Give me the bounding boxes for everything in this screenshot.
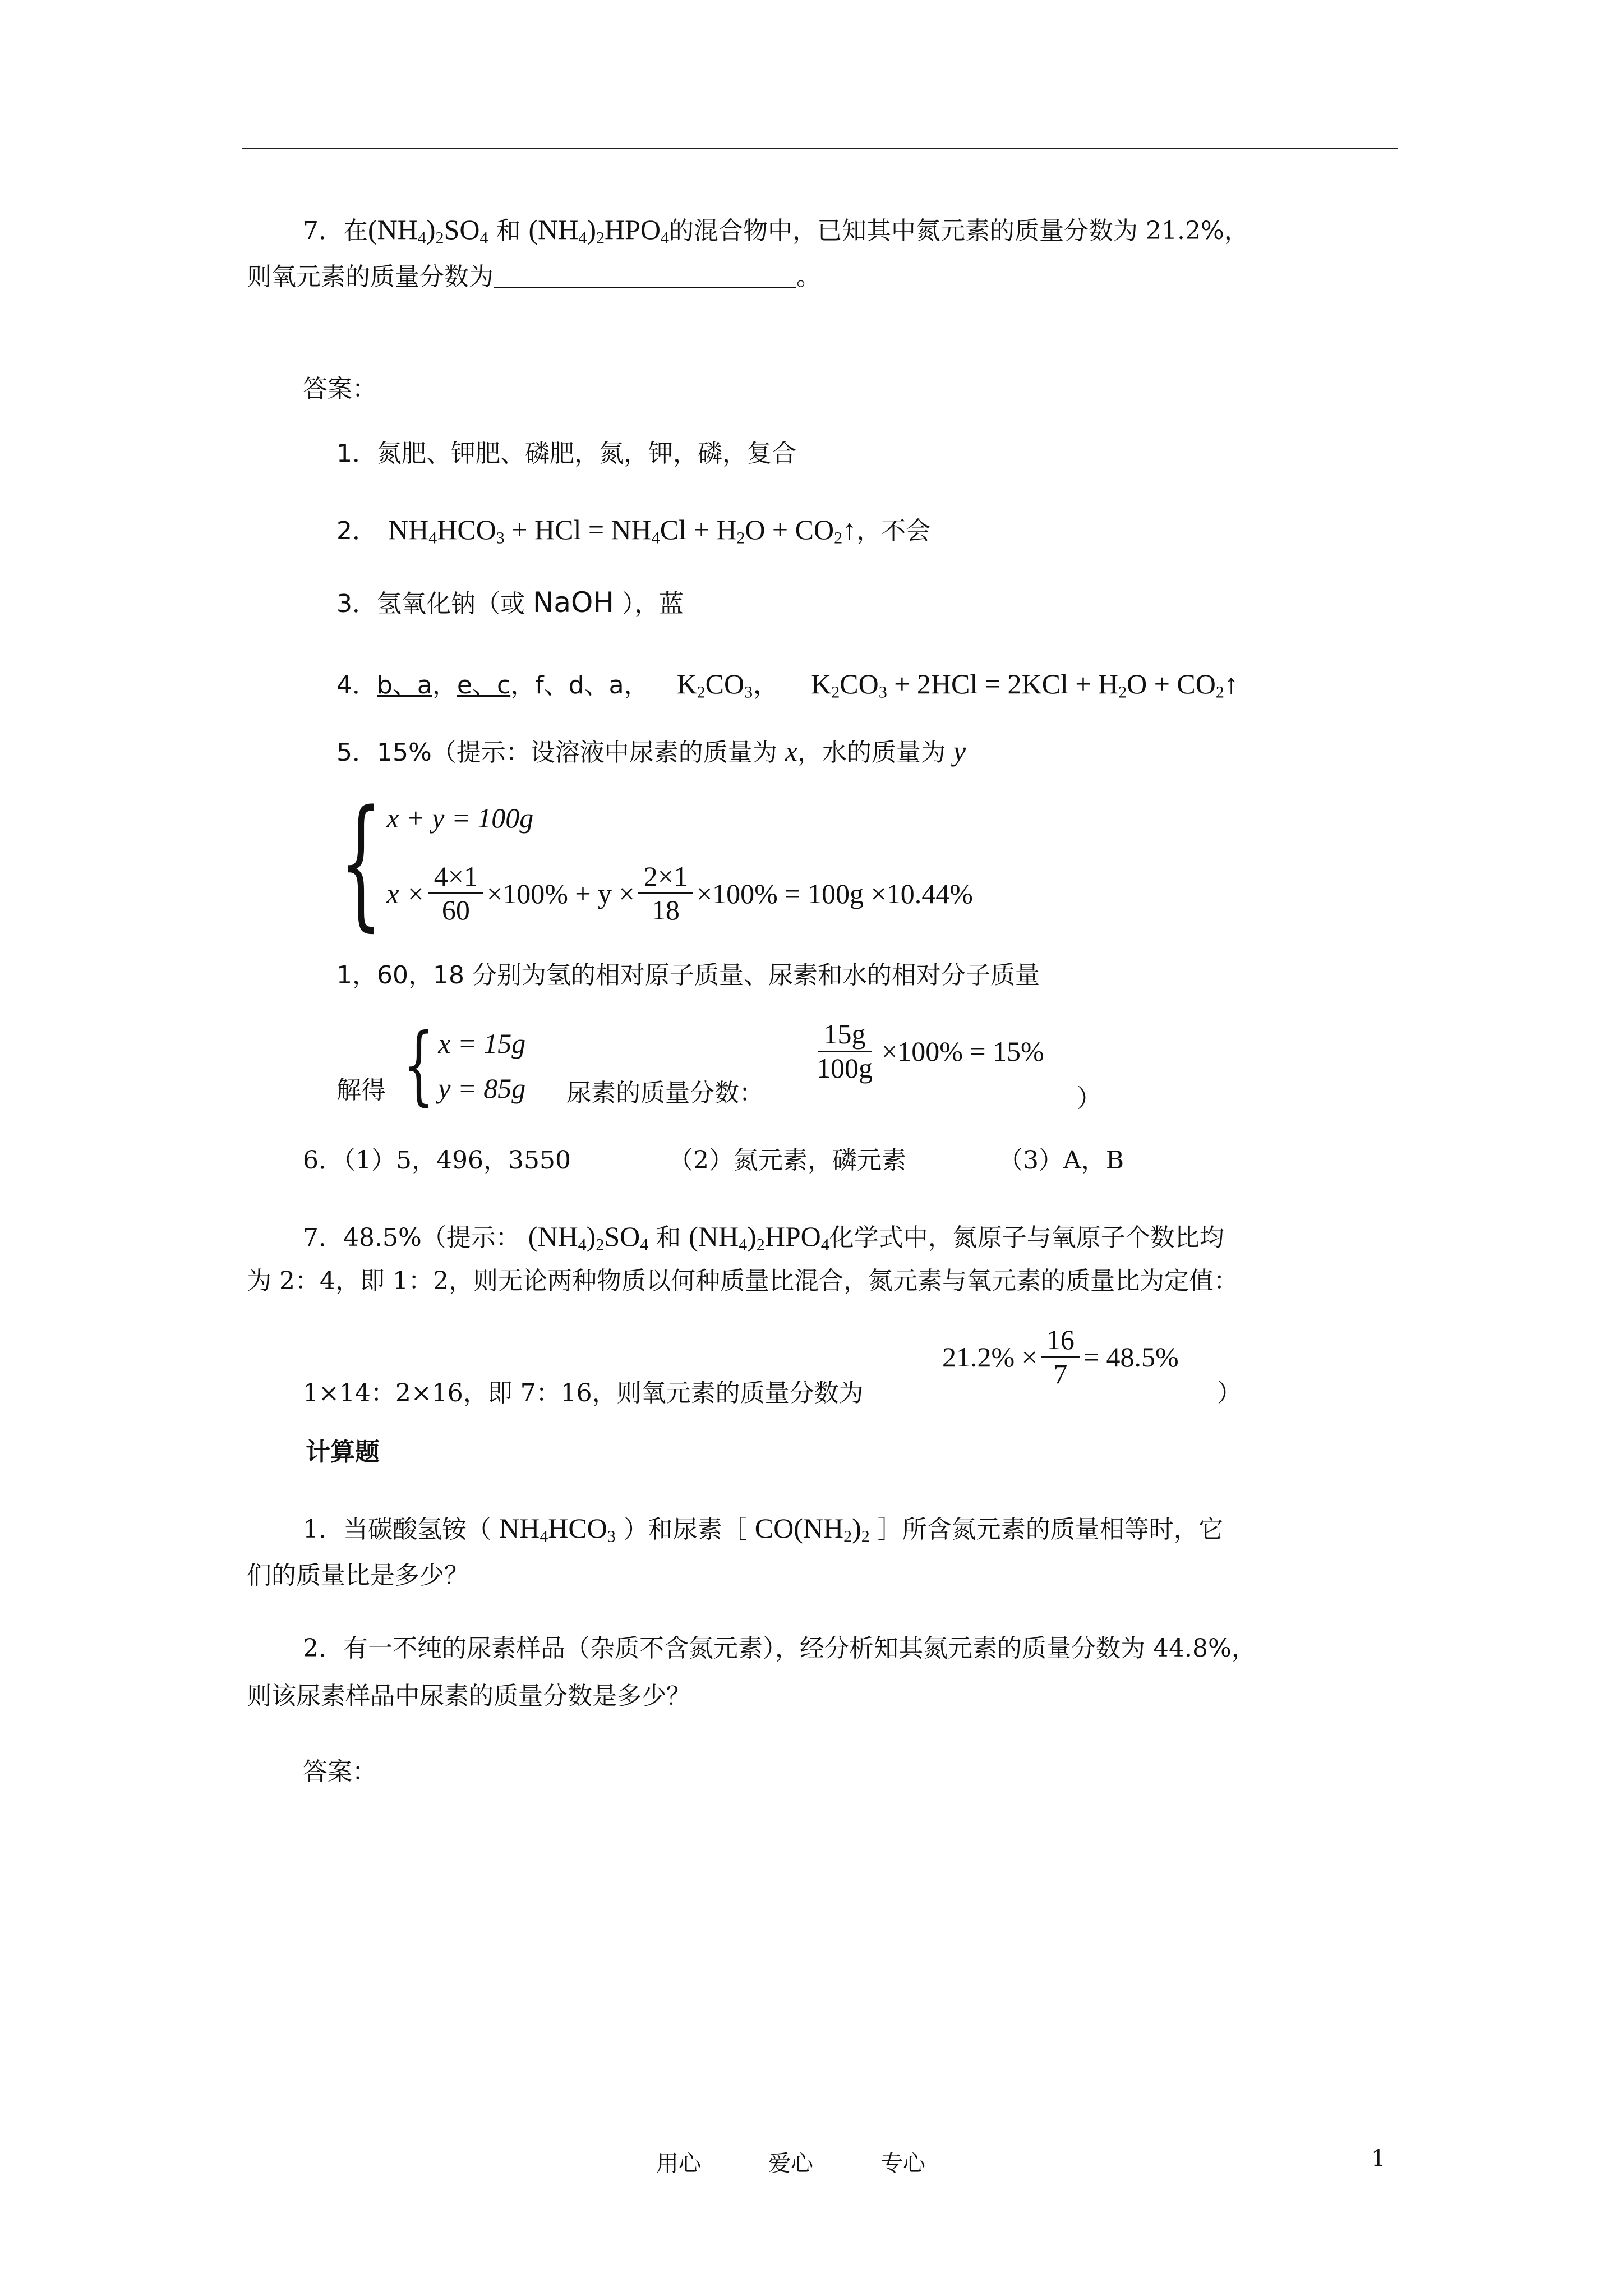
question-7: 7．在$(NH_4)_2SO_4$ 和 $(NH_4)_2HPO_4$的混合物中，已知其中氮元素的质量分数为 21.2%，	[303, 214, 1249, 247]
calc-question-2: 2．有一不纯的尿素样品（杂质不含氮元素），经分析知其氮元素的质量分数为 44.8%，	[303, 1634, 1256, 1663]
answer-5-close: ）	[1077, 1084, 1101, 1113]
fraction-15g-100g: $\frac{15g}{100g}$	[817, 1018, 873, 1084]
formula-ammonium-bicarbonate: $NH_4HCO_3$	[499, 1512, 616, 1546]
answer-4: 4．b、a，e、c，f、d、a， $K_2CO_3$， $K_2CO_3 + 2HCl = 2KCl + H_2O$ + $CO_2↑$	[336, 668, 1238, 702]
calc-heading: 计算题	[306, 1438, 380, 1466]
oxygen-fraction-calc: 21.2% × $\frac{16}{7}$ = 48.5%	[942, 1324, 1179, 1389]
header-rule	[242, 148, 1398, 149]
footer-word-2: 爱心	[768, 2151, 813, 2177]
fraction-2x1-18: $\frac{2\times 1}{18}$	[638, 861, 693, 927]
fraction-4x1-60: $\frac{4\times 1}{60}$	[428, 861, 483, 927]
calc-question-1: 1．当碳酸氢铵（ $NH_4HCO_3$ ）和尿素［ $CO(NH_2)_2$ ］所含氮元素的质量相等时，它	[303, 1512, 1223, 1546]
calc-question-2-line2: 则该尿素样品中尿素的质量分数是多少？	[247, 1682, 691, 1710]
calc-question-1-line2: 们的质量比是多少？	[247, 1561, 469, 1590]
equation-system-1: { x + y = 100g x × $\frac{4\times 1}{60}$ ×100% + y × $\frac{2\times 1}{18}$ ×100% = 100g ×10.44%	[339, 781, 973, 945]
answer-3: 3．氢氧化钠（或 NaOH ），蓝	[336, 586, 684, 619]
footer-word-3: 专心	[880, 2151, 925, 2177]
formula-ammonium-hydrogen-phosphate: $(NH_4)_2HPO_4$	[689, 1221, 829, 1254]
answer-7: 7．48.5%（提示： $(NH_4)_2SO_4$ 和 $(NH_4)_2HPO_4$化学式中，氮原子与氧原子个数比均	[303, 1221, 1224, 1254]
answer-blank	[494, 259, 796, 288]
answers-heading-2: 答案：	[303, 1757, 377, 1786]
equation-ammonium-bicarbonate-hcl: $NH_4HCO_3$ + HCl = $NH_4Cl + H_2O$ + $CO_2↑$	[388, 514, 857, 547]
answers-heading: 答案：	[303, 375, 377, 403]
answer-1: 1．氮肥、钾肥、磷肥，氮，钾，磷，复合	[336, 439, 796, 468]
page-number: 1	[1371, 2146, 1386, 2171]
answer-7-close: ）	[1217, 1379, 1242, 1407]
answer-5-note: 1，60，18 分别为氢的相对原子质量、尿素和水的相对分子质量	[336, 961, 1040, 990]
formula-potassium-carbonate: $K_2CO_3$，	[676, 668, 781, 702]
formula-naoh: NaOH	[533, 586, 614, 619]
answer-2: 2． $NH_4HCO_3$ + HCl = $NH_4Cl + H_2O$ + $CO_2↑$，不会	[336, 514, 931, 547]
answer-7-line2: 为 2：4，即 1：2，则无论两种物质以何种质量比混合，氮元素与氧元素的质量比为定值：	[247, 1267, 1238, 1295]
mass-fraction-calc: $\frac{15g}{100g}$ ×100% = 15%	[808, 1018, 1044, 1084]
formula-urea: $CO(NH_2)_2$	[754, 1512, 870, 1546]
question-7-line2: 则氧元素的质量分数为 。	[247, 252, 821, 302]
fraction-16-7: $\frac{16}{7}$	[1041, 1324, 1080, 1390]
answer-5: 5．15%（提示：设溶液中尿素的质量为 x，水的质量为 y	[336, 735, 966, 767]
equation-system-2: { x = 15g y = 85g	[403, 1015, 526, 1116]
equation-k2co3-hcl: $K_2CO_3 + 2HCl = 2KCl + H_2O$ + $CO_2↑$	[811, 668, 1238, 702]
formula-ammonium-sulfate: $(NH_4)_2SO_4$	[528, 1221, 649, 1254]
mass-fraction-label: 尿素的质量分数：	[566, 1079, 764, 1107]
answer-6: 6．（1）5，496，3550 （2）氮元素，磷元素 （3）A，B	[303, 1146, 1124, 1175]
formula-ammonium-hydrogen-phosphate: $(NH_4)_2HPO_4$	[528, 214, 670, 247]
footer-word-1: 用心	[656, 2151, 701, 2177]
solve-label: 解得	[336, 1076, 386, 1105]
formula-ammonium-sulfate: $(NH_4)_2SO_4$	[368, 214, 488, 247]
left-brace: {	[403, 1015, 435, 1116]
left-brace: {	[339, 781, 382, 945]
answer-7-line3: 1×14：2×16，即 7：16，则氧元素的质量分数为	[303, 1379, 864, 1407]
